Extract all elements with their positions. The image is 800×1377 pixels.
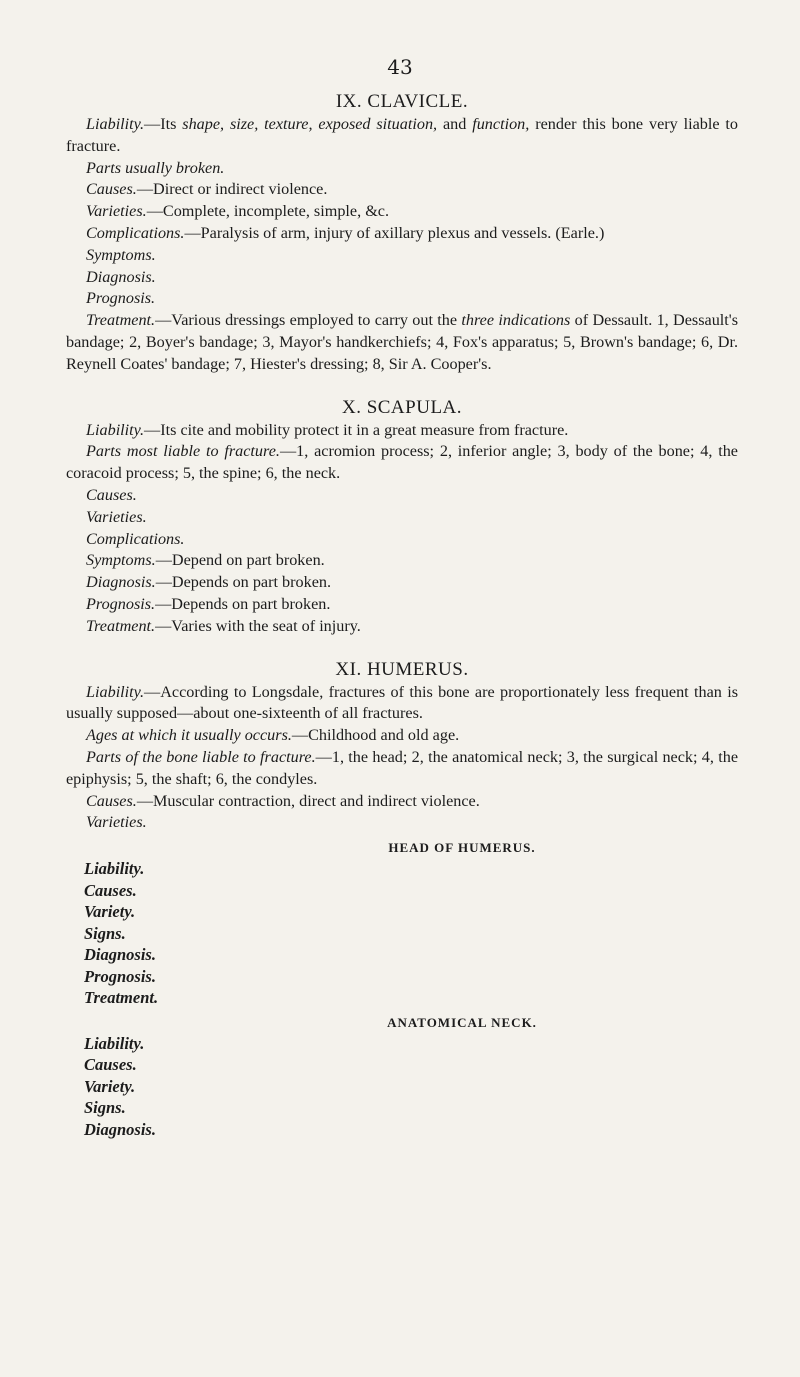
- list-item: Signs.: [84, 923, 126, 943]
- list-item: Signs.: [84, 1098, 126, 1118]
- clavicle-treatment-text: —Various dressings employed to carry out the: [155, 311, 462, 330]
- clavicle-causes: [66, 179, 738, 201]
- scapula-complications: Complications.: [86, 529, 185, 548]
- clavicle-parts: Parts usually broken.: [86, 158, 225, 177]
- scapula-varieties: Varieties.: [86, 507, 147, 526]
- clavicle-liability-emphasis: shape, size, texture, exposed situation,: [182, 115, 438, 133]
- clavicle-symptoms: Symptoms.: [86, 245, 156, 264]
- clavicle-causes-label: Causes.: [86, 180, 137, 199]
- scapula-parts-label: Parts most liable to fracture.: [86, 442, 280, 461]
- scapula-diagnosis-label: Diagnosis.: [86, 573, 156, 592]
- scapula-causes: Causes.: [86, 485, 137, 504]
- list-item: Treatment.: [84, 988, 159, 1008]
- clavicle-treatment: [66, 310, 738, 375]
- clavicle-causes-text: —Direct or indirect violence.: [136, 180, 328, 199]
- scapula-diagnosis-text: —Depends on part broken.: [155, 573, 332, 592]
- list-item: Diagnosis.: [84, 945, 156, 965]
- humerus-causes: [66, 791, 738, 813]
- clavicle-varieties-text: —Complete, incomplete, simple, &c.: [146, 202, 390, 221]
- scapula-symptoms-text: —Depend on part broken.: [155, 551, 325, 570]
- scapula-liability: [66, 420, 738, 442]
- scapula-parts-text: —1, acromion process; 2, inferior angle; 3, body of the bone; 4, the coracoid process; 5, the spine; 6, the neck.: [66, 442, 738, 483]
- scapula-prognosis: [66, 594, 738, 616]
- clavicle-liability-rest: render this bone very liable to fracture.: [66, 115, 739, 155]
- clavicle-complications-label: Complications.: [86, 223, 185, 242]
- humerus-liability-label: Liability.: [86, 682, 145, 701]
- list-item: Causes.: [84, 1055, 137, 1075]
- scapula-treatment: [66, 616, 738, 638]
- scapula-symptoms-label: Symptoms.: [86, 551, 156, 570]
- subheading-anatomical-neck: ANATOMICAL NECK.: [387, 1014, 537, 1030]
- humerus-causes-label: Causes.: [86, 791, 137, 810]
- humerus-parts-label: Parts of the bone liable to fracture.: [86, 747, 316, 766]
- list-item: Liability.: [84, 1033, 145, 1053]
- clavicle-diagnosis: Diagnosis.: [86, 267, 156, 286]
- list-item: Causes.: [84, 880, 137, 900]
- humerus-ages: [66, 725, 738, 747]
- list-item: Variety.: [84, 902, 136, 922]
- clavicle-complications-text: —Paralysis of arm, injury of axillary plexus and vessels. (Earle.): [184, 223, 605, 242]
- scapula-treatment-text: —Varies with the seat of injury.: [155, 616, 361, 635]
- clavicle-liability: [66, 114, 738, 158]
- scapula-prognosis-label: Prognosis.: [86, 594, 156, 613]
- head-of-humerus-list: [84, 858, 738, 1009]
- clavicle-complications: [66, 223, 738, 245]
- section-heading-scapula: X. SCAPULA.: [341, 396, 463, 418]
- clavicle-treatment-emphasis: three indications: [461, 311, 571, 330]
- list-item: Variety.: [84, 1076, 136, 1096]
- subheading-head-of-humerus: HEAD OF HUMERUS.: [388, 840, 536, 856]
- clavicle-treatment-label: Treatment.: [86, 311, 156, 330]
- page-content: [66, 90, 738, 1140]
- section-heading-clavicle: IX. CLAVICLE.: [335, 91, 469, 112]
- list-item: Liability.: [84, 859, 145, 879]
- humerus-parts: [66, 747, 738, 791]
- scapula-liability-text: —Its cite and mobility protect it in a great measure from fracture.: [144, 420, 569, 439]
- humerus-varieties: Varieties.: [86, 813, 147, 832]
- page-number: 43: [387, 55, 413, 79]
- humerus-parts-text: —1, the head; 2, the anatomical neck; 3, the surgical neck; 4, the epiphysis; 5, the shaft; 6, the condyles.: [66, 747, 738, 788]
- section-heading-humerus: XI. HUMERUS.: [335, 658, 469, 680]
- scapula-parts: [66, 441, 738, 485]
- humerus-ages-label: Ages at which it usually occurs.: [86, 726, 292, 745]
- scapula-prognosis-text: —Depends on part broken.: [155, 594, 331, 613]
- scapula-symptoms: [66, 550, 738, 572]
- humerus-liability: [66, 682, 738, 726]
- anatomical-neck-list: [84, 1033, 738, 1141]
- clavicle-varieties: [66, 201, 738, 223]
- humerus-liability-text: —According to Longsdale, fractures of this bone are proportionately less frequent than is usually supposed—about one-sixteenth of all fractures.: [66, 682, 738, 723]
- scapula-liability-label: Liability.: [86, 420, 145, 439]
- humerus-ages-text: —Childhood and old age.: [291, 726, 460, 745]
- clavicle-liability-emphasis-2: function,: [472, 115, 530, 133]
- scapula-treatment-label: Treatment.: [86, 616, 156, 635]
- humerus-causes-text: —Muscular contraction, direct and indirect violence.: [136, 791, 480, 810]
- clavicle-treatment-rest: of Dessault. 1, Dessault's bandage; 2, Boyer's bandage; 3, Mayor's handkerchiefs; 4, Fox's apparatus; 5, Brown's bandage; 6, Dr. Reynell Coates' bandage; 7, Hiester's dressing; 8, Sir A. Cooper's.: [66, 311, 738, 373]
- clavicle-varieties-label: Varieties.: [86, 202, 147, 221]
- clavicle-liability-text: —Its: [144, 115, 183, 133]
- clavicle-liability-and: and: [437, 115, 473, 133]
- scapula-diagnosis: [66, 572, 738, 594]
- list-item: Prognosis.: [84, 966, 156, 986]
- clavicle-prognosis: Prognosis.: [86, 289, 156, 308]
- clavicle-liability-label: Liability.: [86, 115, 145, 133]
- list-item: Diagnosis.: [84, 1119, 156, 1139]
